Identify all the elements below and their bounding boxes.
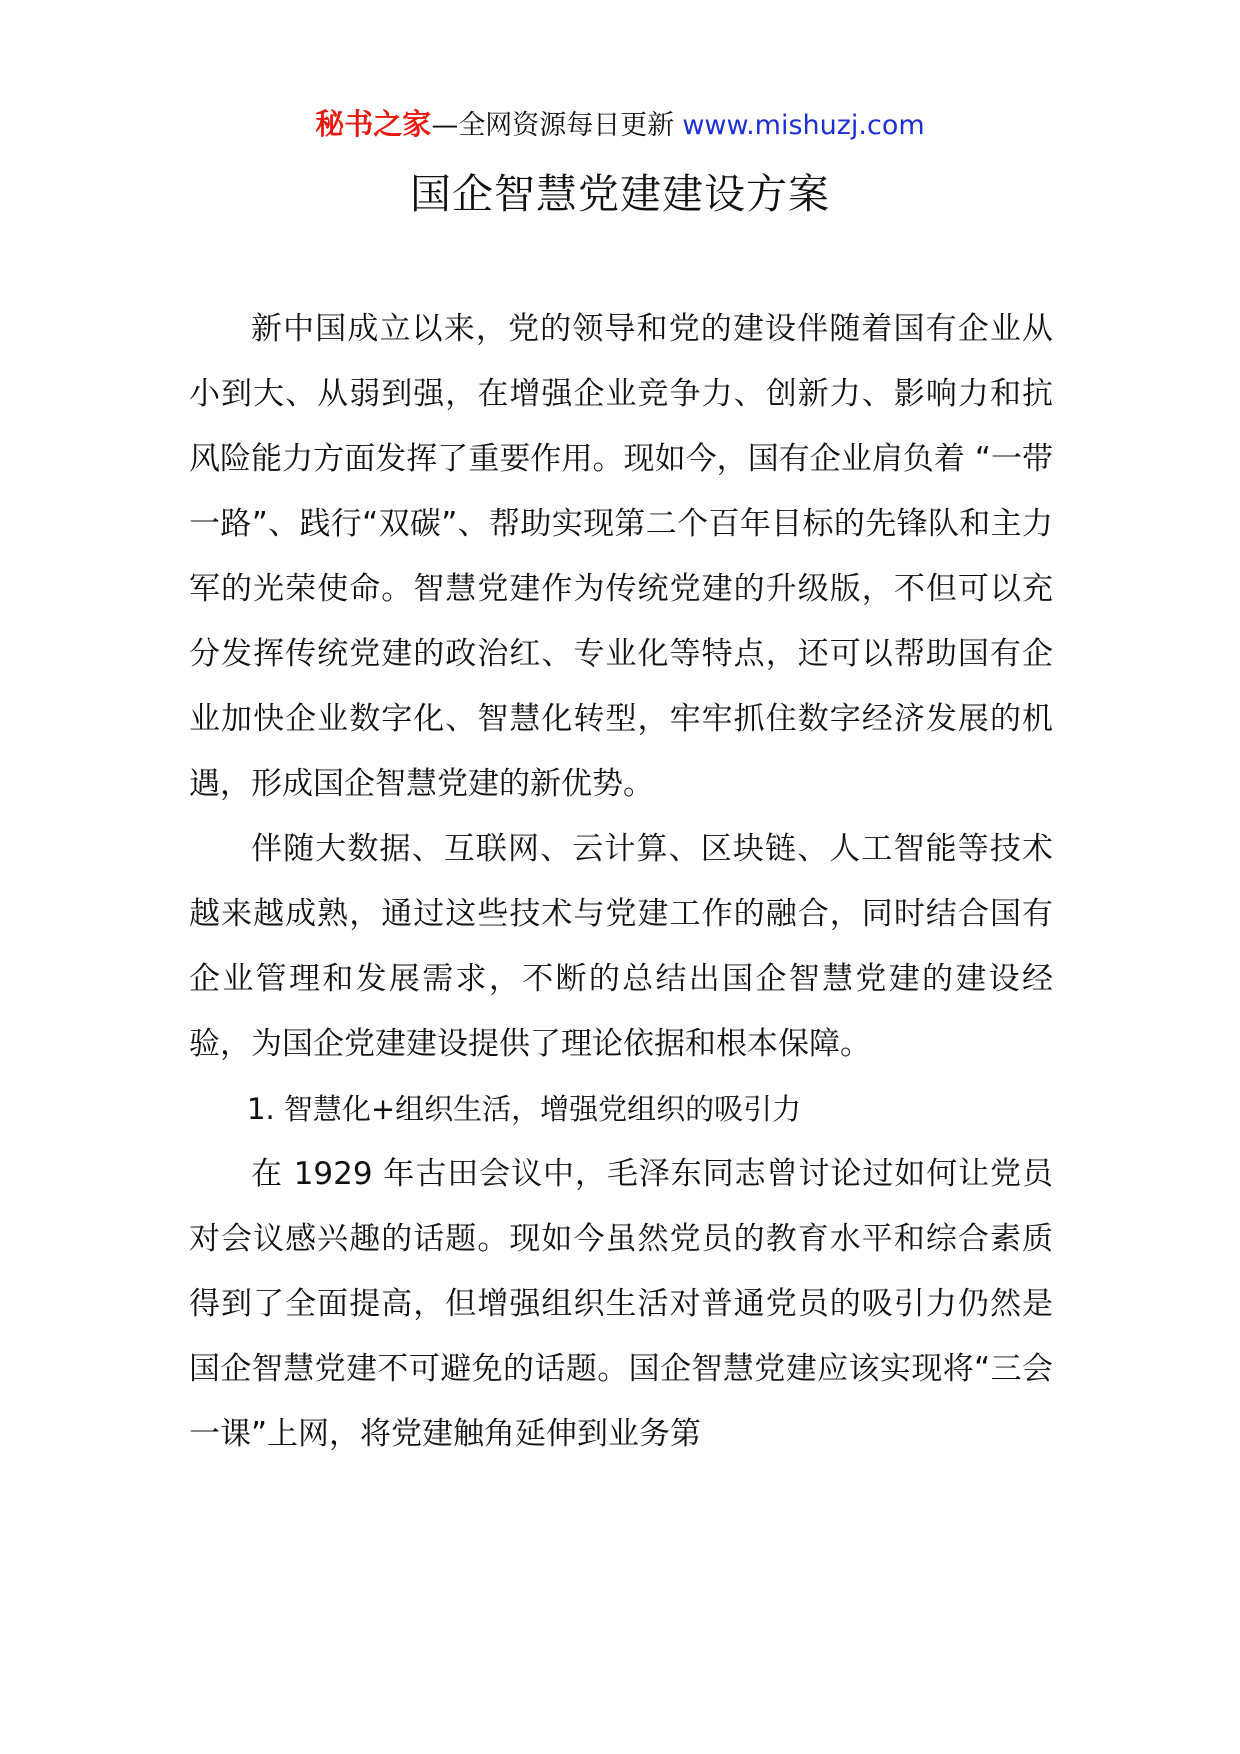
paragraph-intro: 新中国成立以来，党的领导和党的建设伴随着国有企业从小到大、从弱到强，在增强企业竞争力、创新力、影响力和抗风险能力方面发挥了重要作用。现如今，国有企业肩负着 “一带一路”、践行“双碳”、帮助实现第二个百年目标的先锋队和主力军的光荣使命。智慧党建作为传统党建的升级版，不但可以充分发挥传统党建的政治红、专业化等特点，还可以帮助国有企业加快企业数字化、智慧化转型，牢牢抓住数字经济发展的机遇，形成国企智慧党建的新优势。 xyxy=(189,311,1053,802)
paragraph-gutian: 在 1929 年古田会议中，毛泽东同志曾讨论过如何让党员对会议感兴趣的话题。现如今虽然党员的教育水平和综合素质得到了全面提高，但增强组织生活对普通党员的吸引力仍然是国企智慧党建不可避免的话题。国企智慧党建应该实现将“三会一课”上网，将党建触角延伸到业务第 xyxy=(189,1156,1053,1452)
brand-name: 秘书之家 xyxy=(315,107,432,141)
document-title: 国企智慧党建建设方案 xyxy=(410,170,830,218)
site-url-link[interactable]: www.mishuzj.com xyxy=(682,110,925,141)
site-header xyxy=(0,104,1240,146)
paragraph-technology: 伴随大数据、互联网、云计算、区块链、人工智能等技术越来越成熟，通过这些技术与党建工作的融合，同时结合国有企业管理和发展需求，不断的总结出国企智慧党建的建设经验，为国企党建建设提供了理论依据和根本保障。 xyxy=(189,831,1053,1062)
section-heading-1: 1. 智慧化+组织生活，增强党组织的吸引力 xyxy=(247,1092,802,1126)
site-tagline: —全网资源每日更新 xyxy=(431,110,675,141)
document-body xyxy=(189,297,1053,1467)
